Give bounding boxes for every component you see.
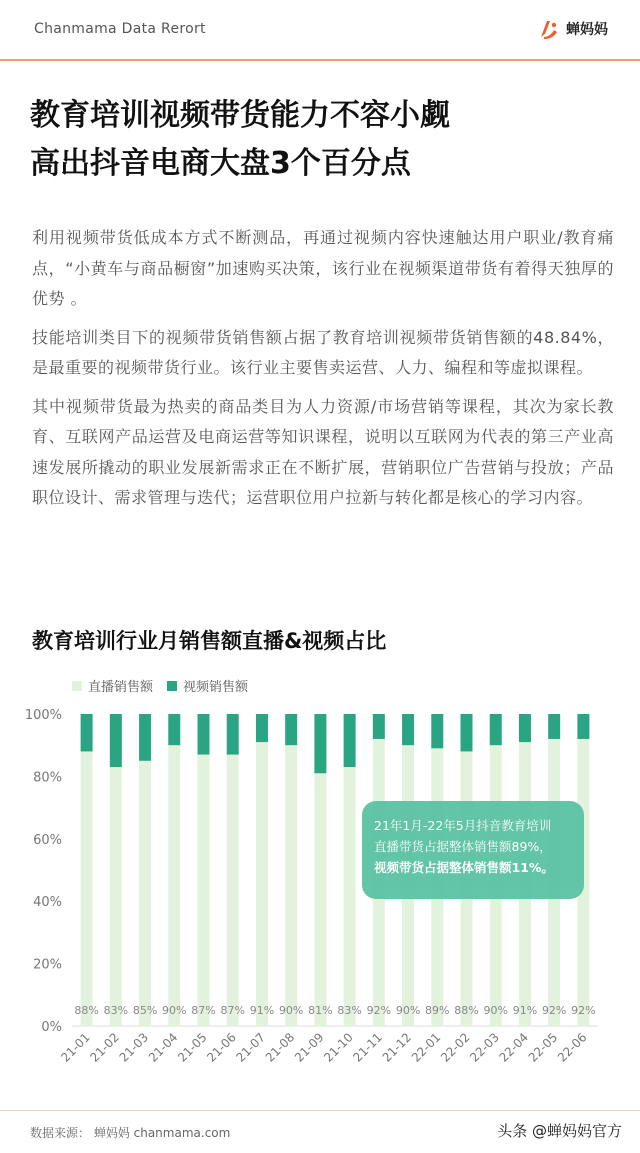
brand-name: Chanmama Data Rerort <box>34 21 206 37</box>
bar-video <box>519 714 531 742</box>
x-tick-label: 21-05 <box>175 1030 210 1065</box>
data-source: 数据来源： 蝉妈妈 chanmama.com <box>30 1126 231 1140</box>
bar-live <box>198 755 210 1026</box>
legend-label-live: 直播销售额 <box>88 680 154 695</box>
bar-video <box>110 714 122 767</box>
bar-video <box>168 714 180 745</box>
y-tick-label: 20% <box>33 957 62 973</box>
legend-swatch-live <box>72 681 82 691</box>
bar-video <box>431 714 443 748</box>
bar-live <box>344 767 356 1026</box>
data-label: 81% <box>308 1004 333 1017</box>
bar-video <box>81 714 93 751</box>
body-text <box>32 223 614 522</box>
x-tick-label: 22-05 <box>525 1030 561 1065</box>
data-label: 90% <box>395 1004 421 1017</box>
data-label: 89% <box>425 1004 450 1017</box>
bar-live <box>285 745 297 1026</box>
data-label: 90% <box>162 1004 187 1017</box>
x-tick-label: 21-09 <box>291 1030 327 1065</box>
y-tick-label: 80% <box>33 770 62 786</box>
x-tick-label: 21-08 <box>262 1030 298 1065</box>
title-line-2: 高出抖音电商大盘3个百分点 <box>30 146 411 181</box>
account-handle: 头条 @蝉妈妈官方 <box>497 1122 622 1140</box>
bar-video <box>227 714 239 755</box>
bar-live <box>139 761 151 1026</box>
bar-video <box>461 714 473 751</box>
x-tick-label: 22-02 <box>438 1030 473 1065</box>
bar-video <box>139 714 151 761</box>
x-tick-label: 21-12 <box>379 1030 415 1065</box>
bar-video <box>256 714 268 742</box>
bar-video <box>314 714 326 773</box>
y-tick-label: 100% <box>24 708 62 723</box>
bar-video <box>344 714 356 767</box>
x-tick-label: 22-06 <box>554 1030 590 1065</box>
x-tick-label: 21-03 <box>116 1030 152 1065</box>
data-label: 90% <box>278 1004 304 1017</box>
data-label: 92% <box>541 1004 567 1017</box>
bar-live <box>227 755 239 1026</box>
legend-label-video: 视频销售额 <box>183 680 249 695</box>
x-tick-label: 21-01 <box>58 1030 93 1065</box>
data-label: 91% <box>249 1004 275 1017</box>
y-tick-label: 0% <box>41 1020 62 1035</box>
data-label: 90% <box>483 1004 508 1017</box>
bar-video <box>373 714 385 739</box>
bar-live <box>314 773 326 1026</box>
x-tick-label: 22-04 <box>496 1030 532 1065</box>
bar-live <box>168 745 180 1026</box>
x-tick-label: 21-07 <box>233 1030 269 1065</box>
legend-item-video <box>167 676 248 695</box>
bar-video <box>402 714 414 745</box>
data-label: 83% <box>337 1004 362 1017</box>
page-title <box>30 92 620 188</box>
legend-item-live <box>72 676 153 695</box>
x-tick-label: 22-01 <box>408 1030 444 1065</box>
data-label: 88% <box>74 1004 99 1017</box>
logo <box>538 18 608 40</box>
x-tick-label: 21-11 <box>350 1030 385 1065</box>
bar-live <box>256 742 268 1026</box>
data-label: 83% <box>103 1004 129 1017</box>
callout-line-3: 视频带货占据整体销售额11%。 <box>374 860 554 875</box>
y-tick-label: 40% <box>33 895 62 911</box>
x-tick-label: 21-04 <box>145 1030 181 1065</box>
paragraph: 技能培训类目下的视频带货销售额占据了教育培训视频带货销售额的48.84%，是最重要的视频带货行业。该行业主要售卖运营、人力、编程和等虚拟课程。 <box>32 327 614 377</box>
paragraph: 利用视频带货低成本方式不断测品，再通过视频内容快速触达用户职业/教育痛点，“小黄车与商品橱窗”加速购买决策，该行业在视频渠道带货有着得天独厚的优势 。 <box>32 228 614 308</box>
data-label: 87% <box>191 1004 216 1017</box>
footer-divider <box>0 1110 640 1111</box>
data-label: 92% <box>366 1004 392 1017</box>
chart-callout <box>362 801 584 899</box>
bar-video <box>548 714 560 739</box>
x-tick-label: 21-10 <box>321 1030 356 1065</box>
data-label: 92% <box>571 1004 596 1017</box>
paragraph: 其中视频带货最为热卖的商品类目为人力资源/市场营销等课程，其次为家长教育、互联网产品运营及电商运营等知识课程，说明以互联网为代表的第三产业高速发展所撬动的职业发展新需求正在不断扩展，营销职位广告营销与投放；产品职位设计、需求管理与迭代；运营职位用户拉新与转化都是核心的学习内容。 <box>32 396 614 507</box>
bar-video <box>490 714 502 745</box>
x-tick-label: 21-06 <box>204 1030 239 1065</box>
title-line-1: 教育培训视频带货能力不容小觑 <box>30 98 450 133</box>
bar-live <box>81 751 93 1026</box>
chanmama-logo-icon <box>538 18 560 40</box>
bar-live <box>110 767 122 1026</box>
data-label: 85% <box>132 1004 158 1017</box>
header <box>0 0 640 60</box>
chart-legend <box>72 676 262 695</box>
chart-title: 教育培训行业月销售额直播&视频占比 <box>32 629 387 653</box>
bar-video <box>577 714 589 739</box>
callout-line-1: 21年1月-22年5月抖音教育培训 <box>374 818 552 833</box>
bar-video <box>198 714 210 755</box>
stacked-bar-chart <box>0 700 640 1100</box>
x-tick-label: 21-02 <box>87 1030 122 1065</box>
data-label: 88% <box>454 1004 479 1017</box>
data-label: 87% <box>220 1004 245 1017</box>
legend-swatch-video <box>167 681 177 691</box>
y-tick-label: 60% <box>33 832 62 848</box>
x-tick-label: 22-03 <box>467 1030 502 1065</box>
logo-text: 蝉妈妈 <box>566 22 608 38</box>
callout-line-2: 直播带货占据整体销售额89%， <box>374 839 552 854</box>
data-label: 91% <box>512 1004 538 1017</box>
bar-video <box>285 714 297 745</box>
header-divider <box>0 59 640 61</box>
